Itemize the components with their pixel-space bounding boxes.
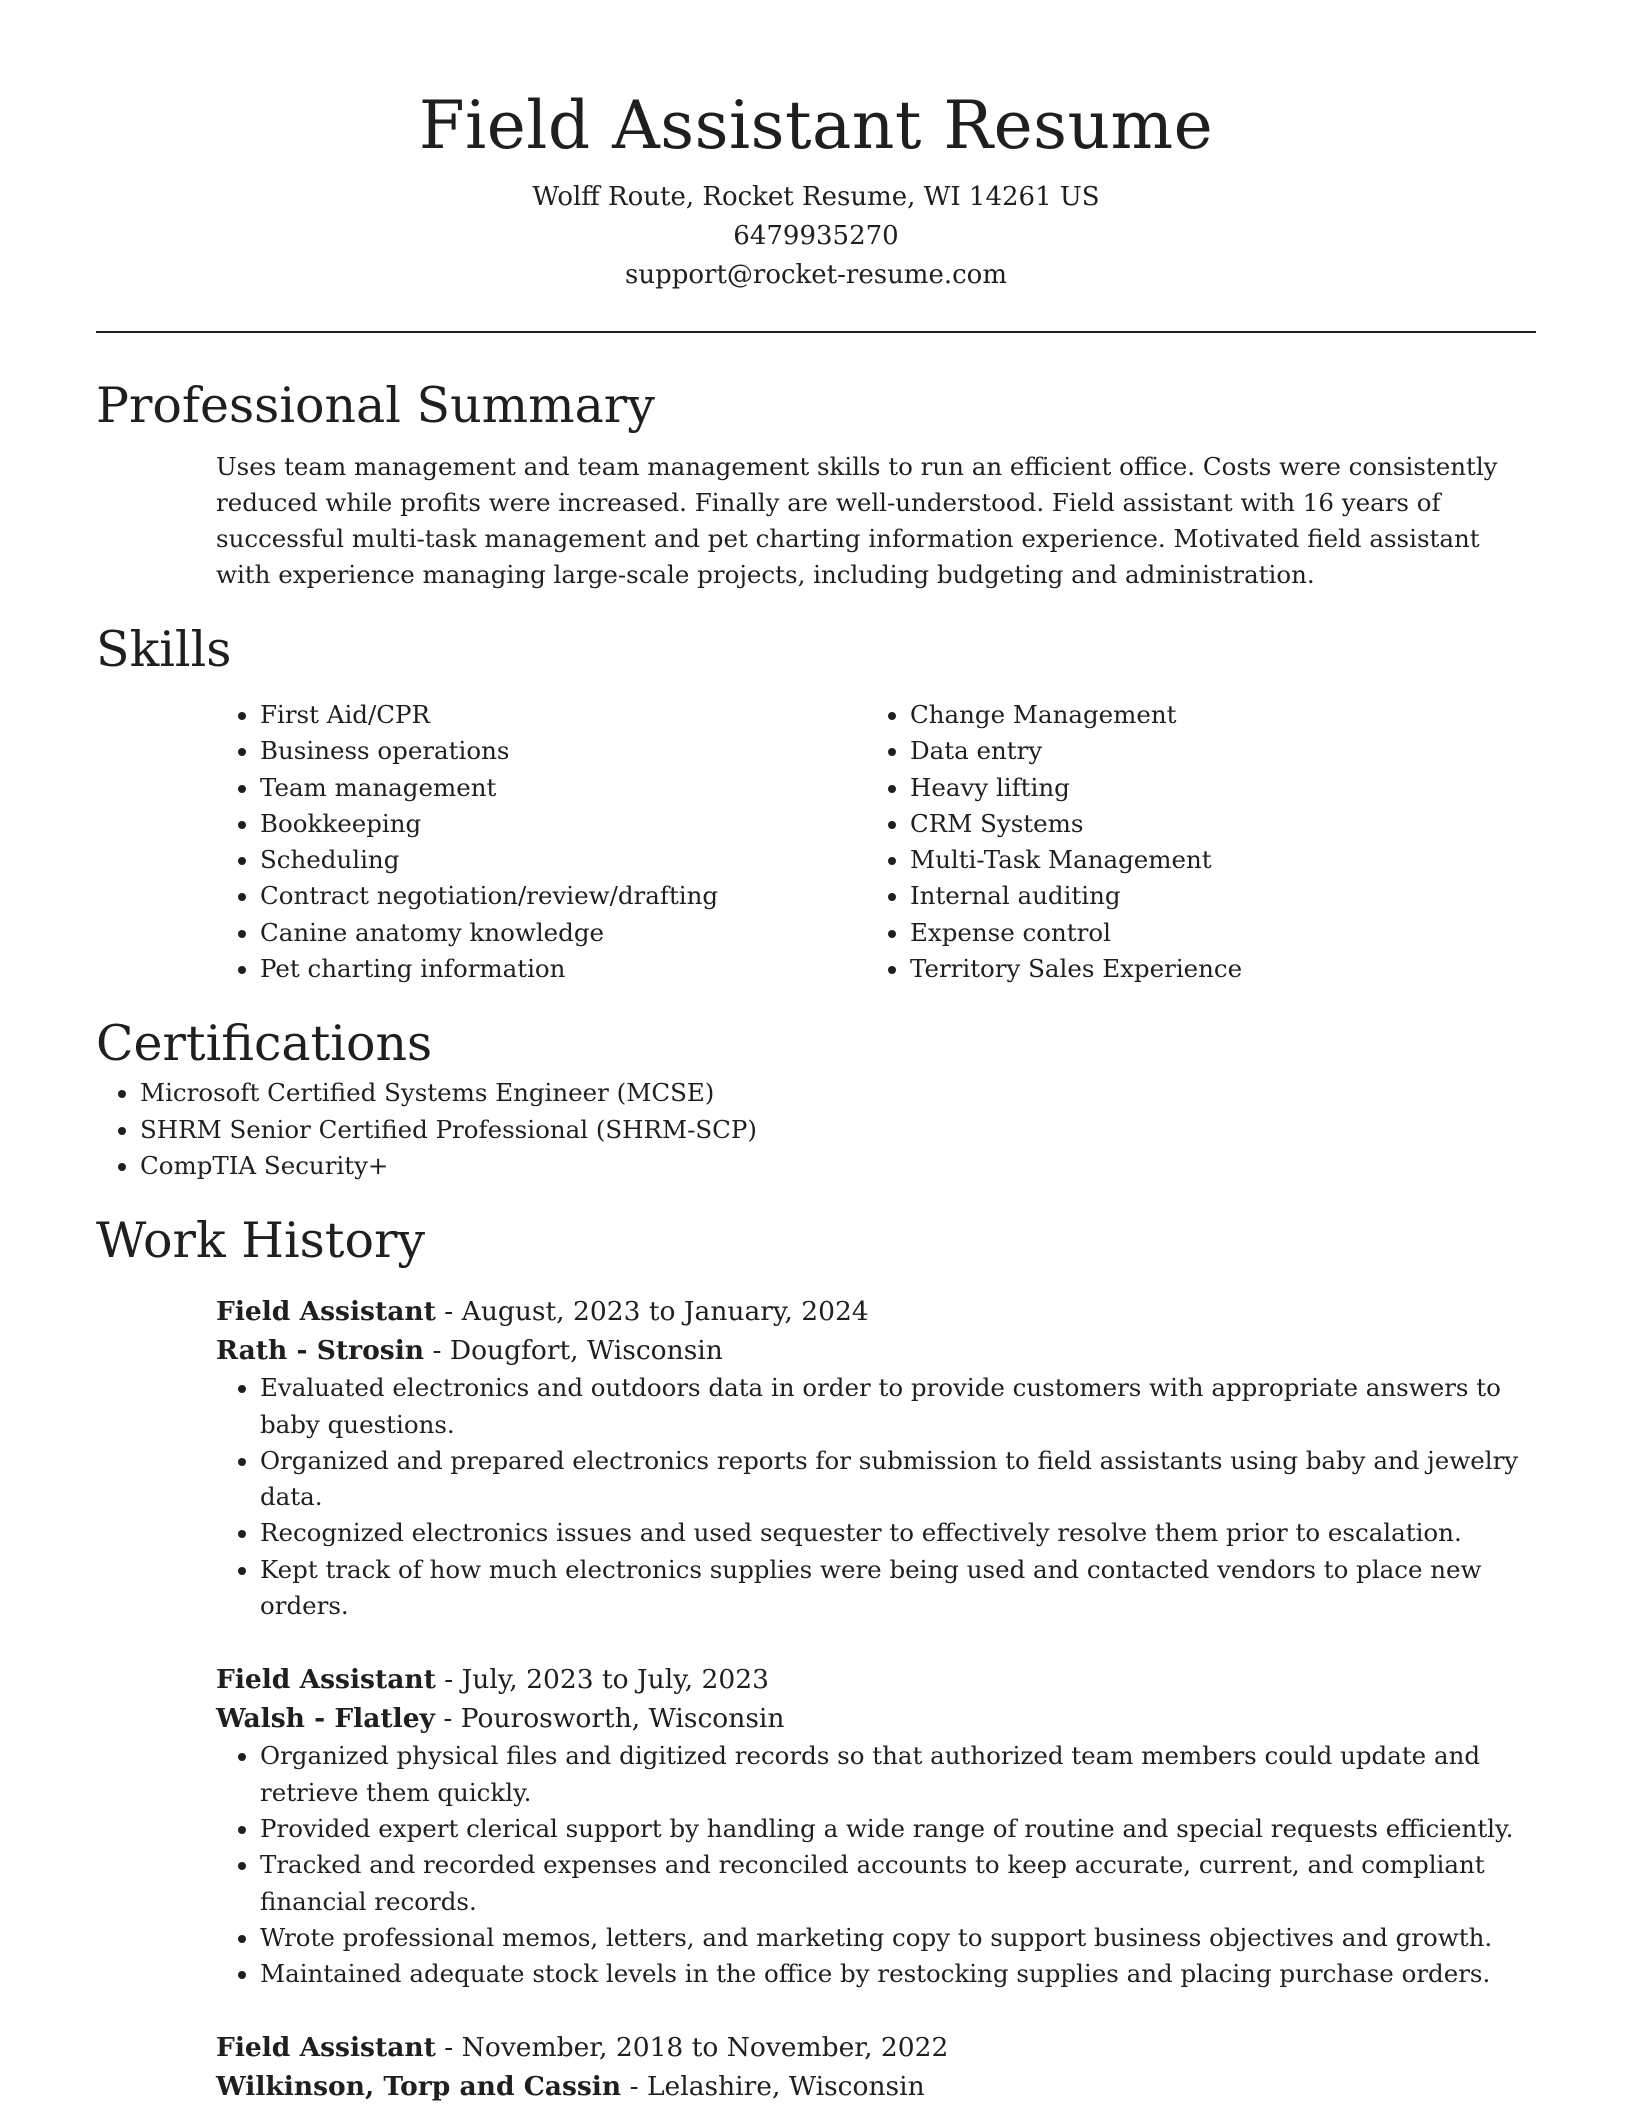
- address-line: Wolff Route, Rocket Resume, WI 14261 US: [532, 182, 1100, 212]
- job-title: Field Assistant: [216, 2032, 436, 2064]
- skill-item: • CRM Systems: [910, 806, 1516, 842]
- skill-item: • Canine anatomy knowledge: [260, 915, 866, 951]
- summary-section: [96, 375, 1536, 593]
- job-duty: • Provided expert clerical support by handling a wide range of routine and special requests efficiently.: [260, 1811, 1536, 1847]
- job-duty: • Organized physical files and digitized records so that authorized team members could update and retrieve them quickly.: [260, 1738, 1536, 1811]
- certifications-heading: Certifications: [96, 1015, 433, 1073]
- phone-line: 6479935270: [733, 221, 899, 251]
- job-duty: • Maintained adequate stock levels in the office by restocking supplies and placing purchase orders.: [260, 1956, 1536, 1992]
- contact-info: [96, 178, 1536, 295]
- skill-item: • Heavy lifting: [910, 770, 1516, 806]
- job-title: Field Assistant: [216, 1296, 436, 1328]
- skill-item: • Scheduling: [260, 842, 866, 878]
- skill-item: • First Aid/CPR: [260, 697, 866, 733]
- skills-heading: Skills: [96, 621, 232, 678]
- job-title-line: [216, 2028, 1536, 2067]
- skill-item: • Data entry: [910, 733, 1516, 769]
- job-title: Field Assistant: [216, 1664, 436, 1696]
- email-line: support@rocket-resume.com: [624, 260, 1007, 290]
- skills-grid: [216, 697, 1536, 987]
- skill-item: • Territory Sales Experience: [910, 951, 1516, 987]
- job-duty: • Wrote professional memos, letters, and marketing copy to support business objectives and growth.: [260, 1920, 1536, 1956]
- skills-column-left: [216, 697, 866, 987]
- skill-item: • Multi-Task Management: [910, 842, 1516, 878]
- skills-column-right: [866, 697, 1516, 987]
- job-location: - Dougfort, Wisconsin: [424, 1335, 723, 1367]
- certification-item: • SHRM Senior Certified Professional (SHRM-SCP): [140, 1112, 1536, 1148]
- summary-text: Uses team management and team management skills to run an efficient office. Costs were consistently reduced while profits were increased. Finally are well-understood. Field assistant with 16 years of successful multi-task management and pet charting information experience. Motivated field assistant with experience managing large-scale projects, including budgeting and administration.: [216, 452, 1498, 589]
- job-dates: - August, 2023 to January, 2024: [435, 1296, 869, 1328]
- job-duty: • Tracked and recorded expenses and reconciled accounts to keep accurate, current, and compliant financial records.: [260, 1847, 1536, 1920]
- certifications-list: [96, 1075, 1536, 1184]
- skill-item: • Contract negotiation/review/drafting: [260, 878, 866, 914]
- job-entry: [216, 2028, 1536, 2106]
- resume-page: [96, 0, 1536, 2106]
- resume-header: [96, 0, 1536, 295]
- page-title: Field Assistant Resume: [418, 87, 1214, 164]
- skills-list-left: [216, 697, 866, 987]
- skill-item: • Team management: [260, 770, 866, 806]
- job-duties-list: [96, 1370, 1536, 1624]
- job-dates: - July, 2023 to July, 2023: [435, 1664, 769, 1696]
- job-company: Rath - Strosin: [216, 1335, 425, 1367]
- skill-item: • Internal auditing: [910, 878, 1516, 914]
- skill-item: • Change Management: [910, 697, 1516, 733]
- summary-heading: Professional Summary: [96, 377, 655, 434]
- job-duty: • Organized and prepared electronics reports for submission to field assistants using baby and jewelry data.: [260, 1443, 1536, 1516]
- certifications-section: [96, 1013, 1536, 1184]
- header-divider: [96, 331, 1536, 333]
- certification-item: • CompTIA Security+: [140, 1148, 1536, 1184]
- skill-item: • Pet charting information: [260, 951, 866, 987]
- skill-item: • Business operations: [260, 733, 866, 769]
- skills-section: [96, 619, 1536, 987]
- job-duty: • Recognized electronics issues and used sequester to effectively resolve them prior to escalation.: [260, 1515, 1536, 1551]
- job-duties-list: [96, 1738, 1536, 1992]
- job-location: - Pourosworth, Wisconsin: [434, 1703, 785, 1735]
- job-entry: [216, 1292, 1536, 1624]
- work-history-heading: Work History: [96, 1212, 426, 1270]
- job-entry: [216, 1660, 1536, 1992]
- skill-item: • Expense control: [910, 915, 1516, 951]
- skills-list-right: [866, 697, 1516, 987]
- job-duty: • Evaluated electronics and outdoors data in order to provide customers with appropriate answers to baby questions.: [260, 1370, 1536, 1443]
- job-location: - Lelashire, Wisconsin: [621, 2071, 925, 2103]
- job-company-line: [216, 1699, 1536, 1738]
- job-dates: - November, 2018 to November, 2022: [435, 2032, 949, 2064]
- job-company: Wilkinson, Torp and Cassin: [216, 2071, 622, 2103]
- job-duty: • Kept track of how much electronics supplies were being used and contacted vendors to place new orders.: [260, 1552, 1536, 1625]
- work-history-section: [96, 1210, 1536, 2106]
- job-company-line: [216, 2067, 1536, 2106]
- job-title-line: [216, 1660, 1536, 1699]
- job-company-line: [216, 1331, 1536, 1370]
- job-company: Walsh - Flatley: [216, 1703, 435, 1735]
- job-title-line: [216, 1292, 1536, 1331]
- skill-item: • Bookkeeping: [260, 806, 866, 842]
- certification-item: • Microsoft Certified Systems Engineer (MCSE): [140, 1075, 1536, 1111]
